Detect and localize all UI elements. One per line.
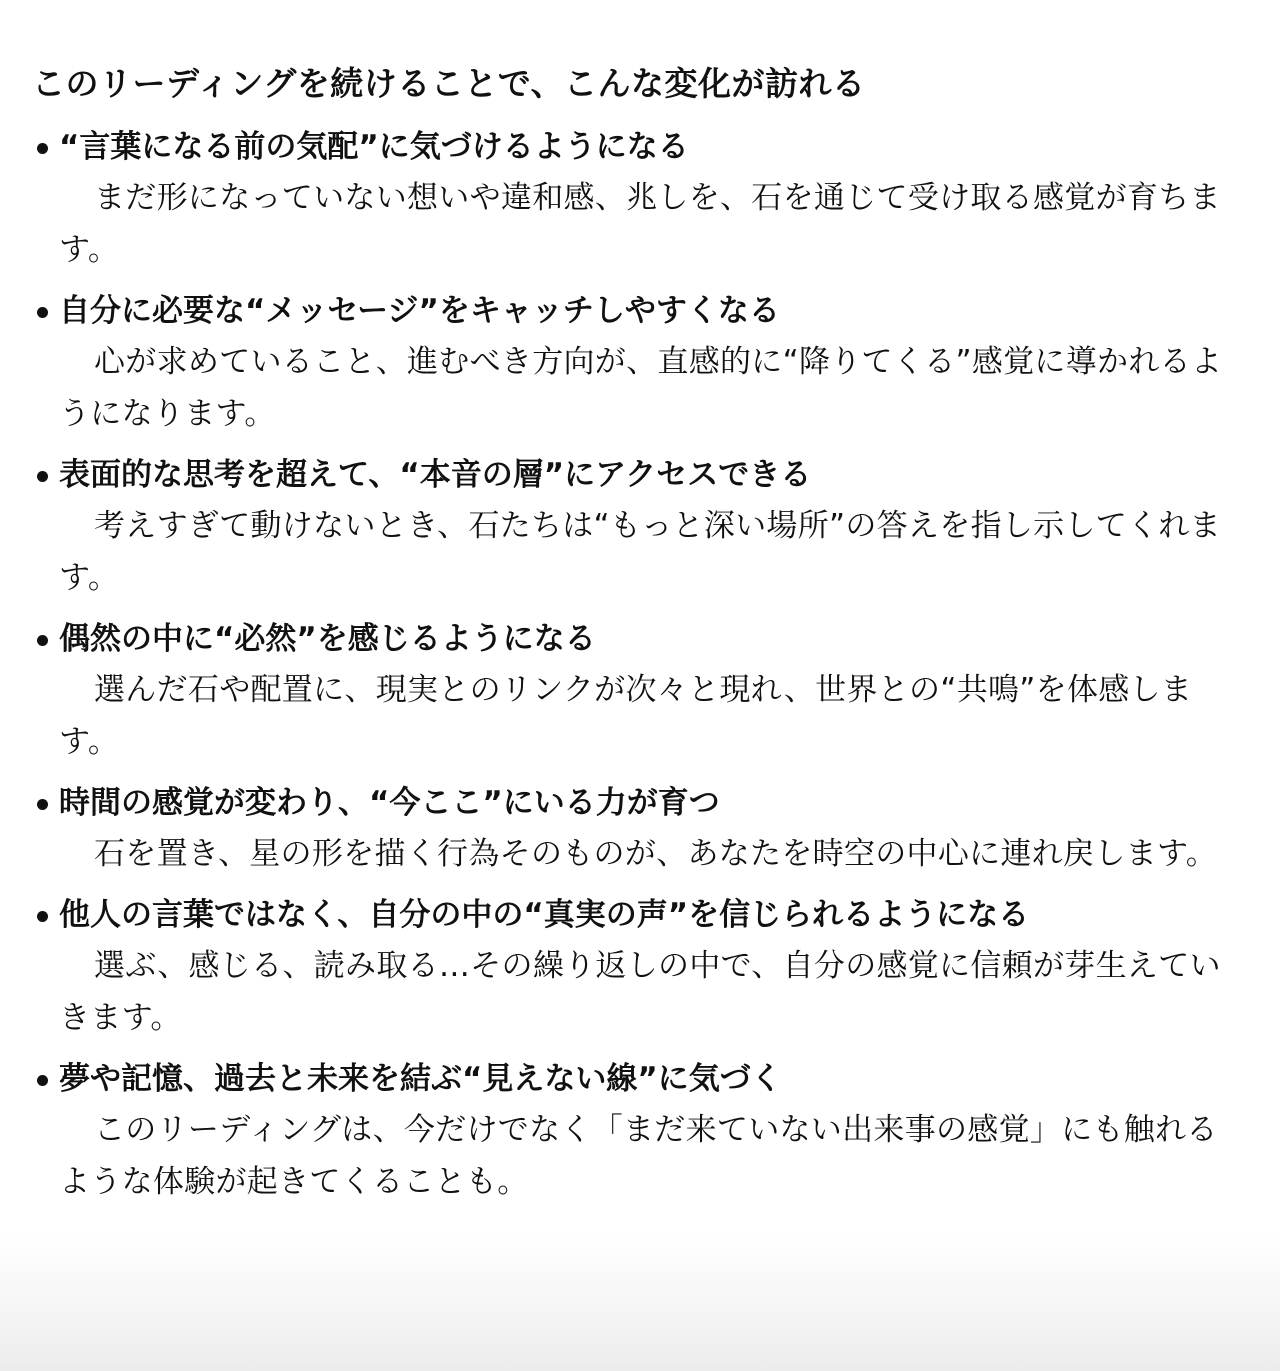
bullet-icon (37, 911, 48, 922)
item-body: まだ形になっていない想いや違和感、兆しを、石を通じて受け取る感覚が育ちます。 (59, 180, 1221, 268)
list-item (32, 450, 1248, 604)
item-heading: 夢や記憶、過去と未来を結ぶ“見えない線”に気づく (59, 1061, 782, 1097)
item-heading: 偶然の中に“必然”を感じるようになる (59, 621, 596, 657)
item-heading: 自分に必要な“メッセージ”をキャッチしやすくなる (59, 293, 780, 329)
list-item (32, 890, 1248, 1044)
item-body: このリーディングは、今だけでなく「まだ来ていない出来事の感覚」にも触れるような体験が起きてくることも。 (59, 1112, 1218, 1200)
bullet-icon (37, 1075, 48, 1086)
item-body: 考えすぎて動けないとき、石たちは“もっと深い場所”の答えを指し示してくれます。 (59, 508, 1221, 596)
list-item (32, 614, 1248, 768)
list-item (32, 778, 1248, 880)
bullet-icon (37, 143, 48, 154)
item-heading: 他人の言葉ではなく、自分の中の“真実の声”を信じられるようになる (59, 897, 1030, 933)
item-heading: 表面的な思考を超えて、“本音の層”にアクセスできる (59, 457, 812, 493)
list-item (32, 1054, 1248, 1208)
bullet-icon (37, 471, 48, 482)
list-item (32, 286, 1248, 440)
item-body: 石を置き、星の形を描く行為そのものが、あなたを時空の中心に連れ戻します。 (94, 836, 1218, 872)
bullet-icon (37, 799, 48, 810)
page-title: このリーディングを続けることで、こんな変化が訪れる (32, 64, 866, 103)
item-body: 心が求めていること、進むべき方向が、直感的に“降りてくる”感覚に導かれるようになります。 (59, 344, 1223, 432)
list-item (32, 122, 1248, 276)
document-page (32, 62, 1248, 1208)
bullet-icon (37, 635, 48, 646)
change-list (32, 122, 1248, 1208)
item-body: 選んだ石や配置に、現実とのリンクが次々と現れ、世界との“共鳴”を体感します。 (59, 672, 1193, 760)
item-heading: 時間の感覚が変わり、“今ここ”にいる力が育つ (59, 785, 720, 821)
item-heading: “言葉になる前の気配”に気づけるようになる (59, 129, 689, 165)
item-body: 選ぶ、感じる、読み取る…その繰り返しの中で、自分の感覚に信頼が芽生えていきます。 (59, 948, 1221, 1036)
bullet-icon (37, 307, 48, 318)
